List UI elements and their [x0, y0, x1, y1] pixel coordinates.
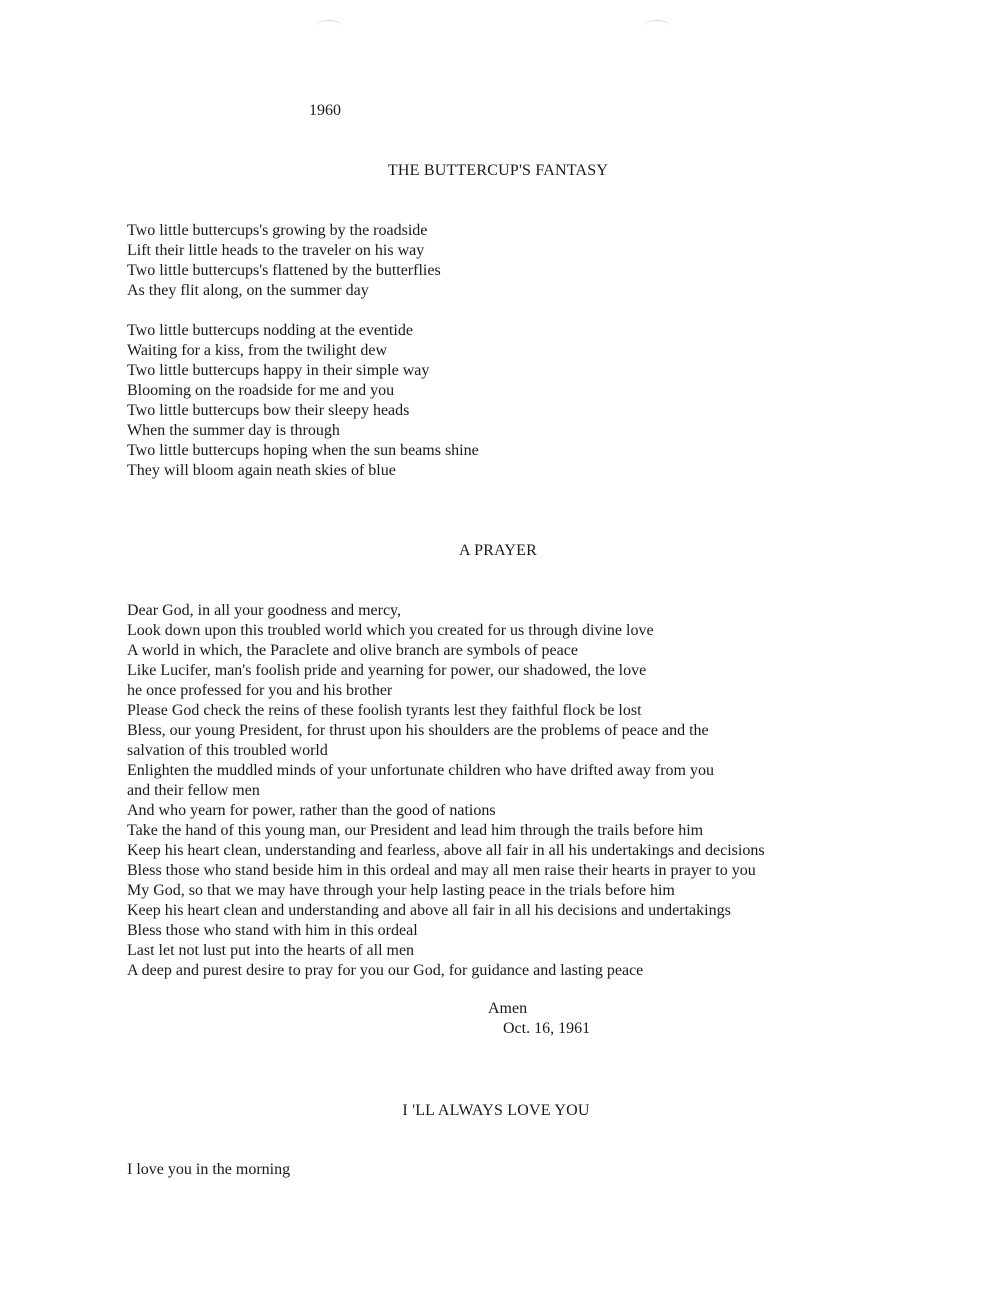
poem-stanza: [127, 221, 441, 301]
prayer-line: Take the hand of this young man, our President and lead him through the trails before him: [127, 822, 704, 839]
punch-hole-mark-left: [314, 20, 344, 35]
prayer-line: and their fellow men: [127, 782, 260, 799]
prayer-closing: Amen: [488, 1000, 528, 1017]
prayer-line: Please God check the reins of these foolish tyrants lest they faithful flock be lost: [127, 702, 642, 719]
poem-line: Two little buttercups happy in their simple way: [127, 362, 430, 379]
prayer-line: he once professed for you and his brother: [127, 682, 393, 699]
poem-title-ill-always-love-you: I 'LL ALWAYS LOVE YOU: [402, 1102, 590, 1119]
poem-line: Blooming on the roadside for me and you: [127, 382, 395, 399]
poem-line: Two little buttercups's growing by the roadside: [127, 222, 428, 239]
punch-hole-mark-right: [642, 20, 672, 35]
prayer-line: Bless those who stand beside him in this ordeal and may all men raise their hearts in prayer to you: [127, 862, 756, 879]
prayer-line: Keep his heart clean, understanding and fearless, above all fair in all his undertakings and decisions: [127, 842, 765, 859]
poem-line: Waiting for a kiss, from the twilight dew: [127, 342, 387, 359]
page-year: 1960: [309, 102, 341, 119]
poem-line: Lift their little heads to the traveler on his way: [127, 242, 425, 259]
prayer-line: A deep and purest desire to pray for you our God, for guidance and lasting peace: [127, 962, 644, 979]
prayer-line: salvation of this troubled world: [127, 742, 328, 759]
poem-line: As they flit along, on the summer day: [127, 282, 369, 299]
poem-line: When the summer day is through: [127, 422, 340, 439]
prayer-line: Bless, our young President, for thrust upon his shoulders are the problems of peace and the: [127, 722, 709, 739]
poem-title-a-prayer: A PRAYER: [459, 542, 537, 559]
prayer-date: Oct. 16, 1961: [503, 1020, 591, 1037]
prayer-line: Like Lucifer, man's foolish pride and yearning for power, our shadowed, the love: [127, 662, 647, 679]
poem-line: Two little buttercups hoping when the sun beams shine: [127, 442, 479, 459]
poem-title-buttercups-fantasy: THE BUTTERCUP'S FANTASY: [387, 162, 609, 179]
prayer-line: Dear God, in all your goodness and mercy,: [127, 602, 401, 619]
poem-stanza: [127, 1160, 290, 1180]
poem-line: Two little buttercups bow their sleepy heads: [127, 402, 410, 419]
prayer-line: My God, so that we may have through your help lasting peace in the trials before him: [127, 882, 675, 899]
prayer-line: Bless those who stand with him in this ordeal: [127, 922, 418, 939]
prayer-text: [127, 601, 765, 981]
prayer-line: Keep his heart clean and understanding and above all fair in all his decisions and undertakings: [127, 902, 731, 919]
prayer-line: A world in which, the Paraclete and olive branch are symbols of peace: [127, 642, 578, 659]
prayer-line: And who yearn for power, rather than the good of nations: [127, 802, 496, 819]
prayer-line: Enlighten the muddled minds of your unfortunate children who have drifted away from you: [127, 762, 714, 779]
poem-line: Two little buttercups nodding at the eventide: [127, 322, 413, 339]
poem-stanza: [127, 321, 479, 481]
poem-line: I love you in the morning: [127, 1161, 291, 1178]
poem-line: They will bloom again neath skies of blue: [127, 462, 396, 479]
poem-line: Two little buttercups's flattened by the butterflies: [127, 262, 441, 279]
prayer-line: Look down upon this troubled world which you created for us through divine love: [127, 622, 654, 639]
prayer-line: Last let not lust put into the hearts of all men: [127, 942, 415, 959]
